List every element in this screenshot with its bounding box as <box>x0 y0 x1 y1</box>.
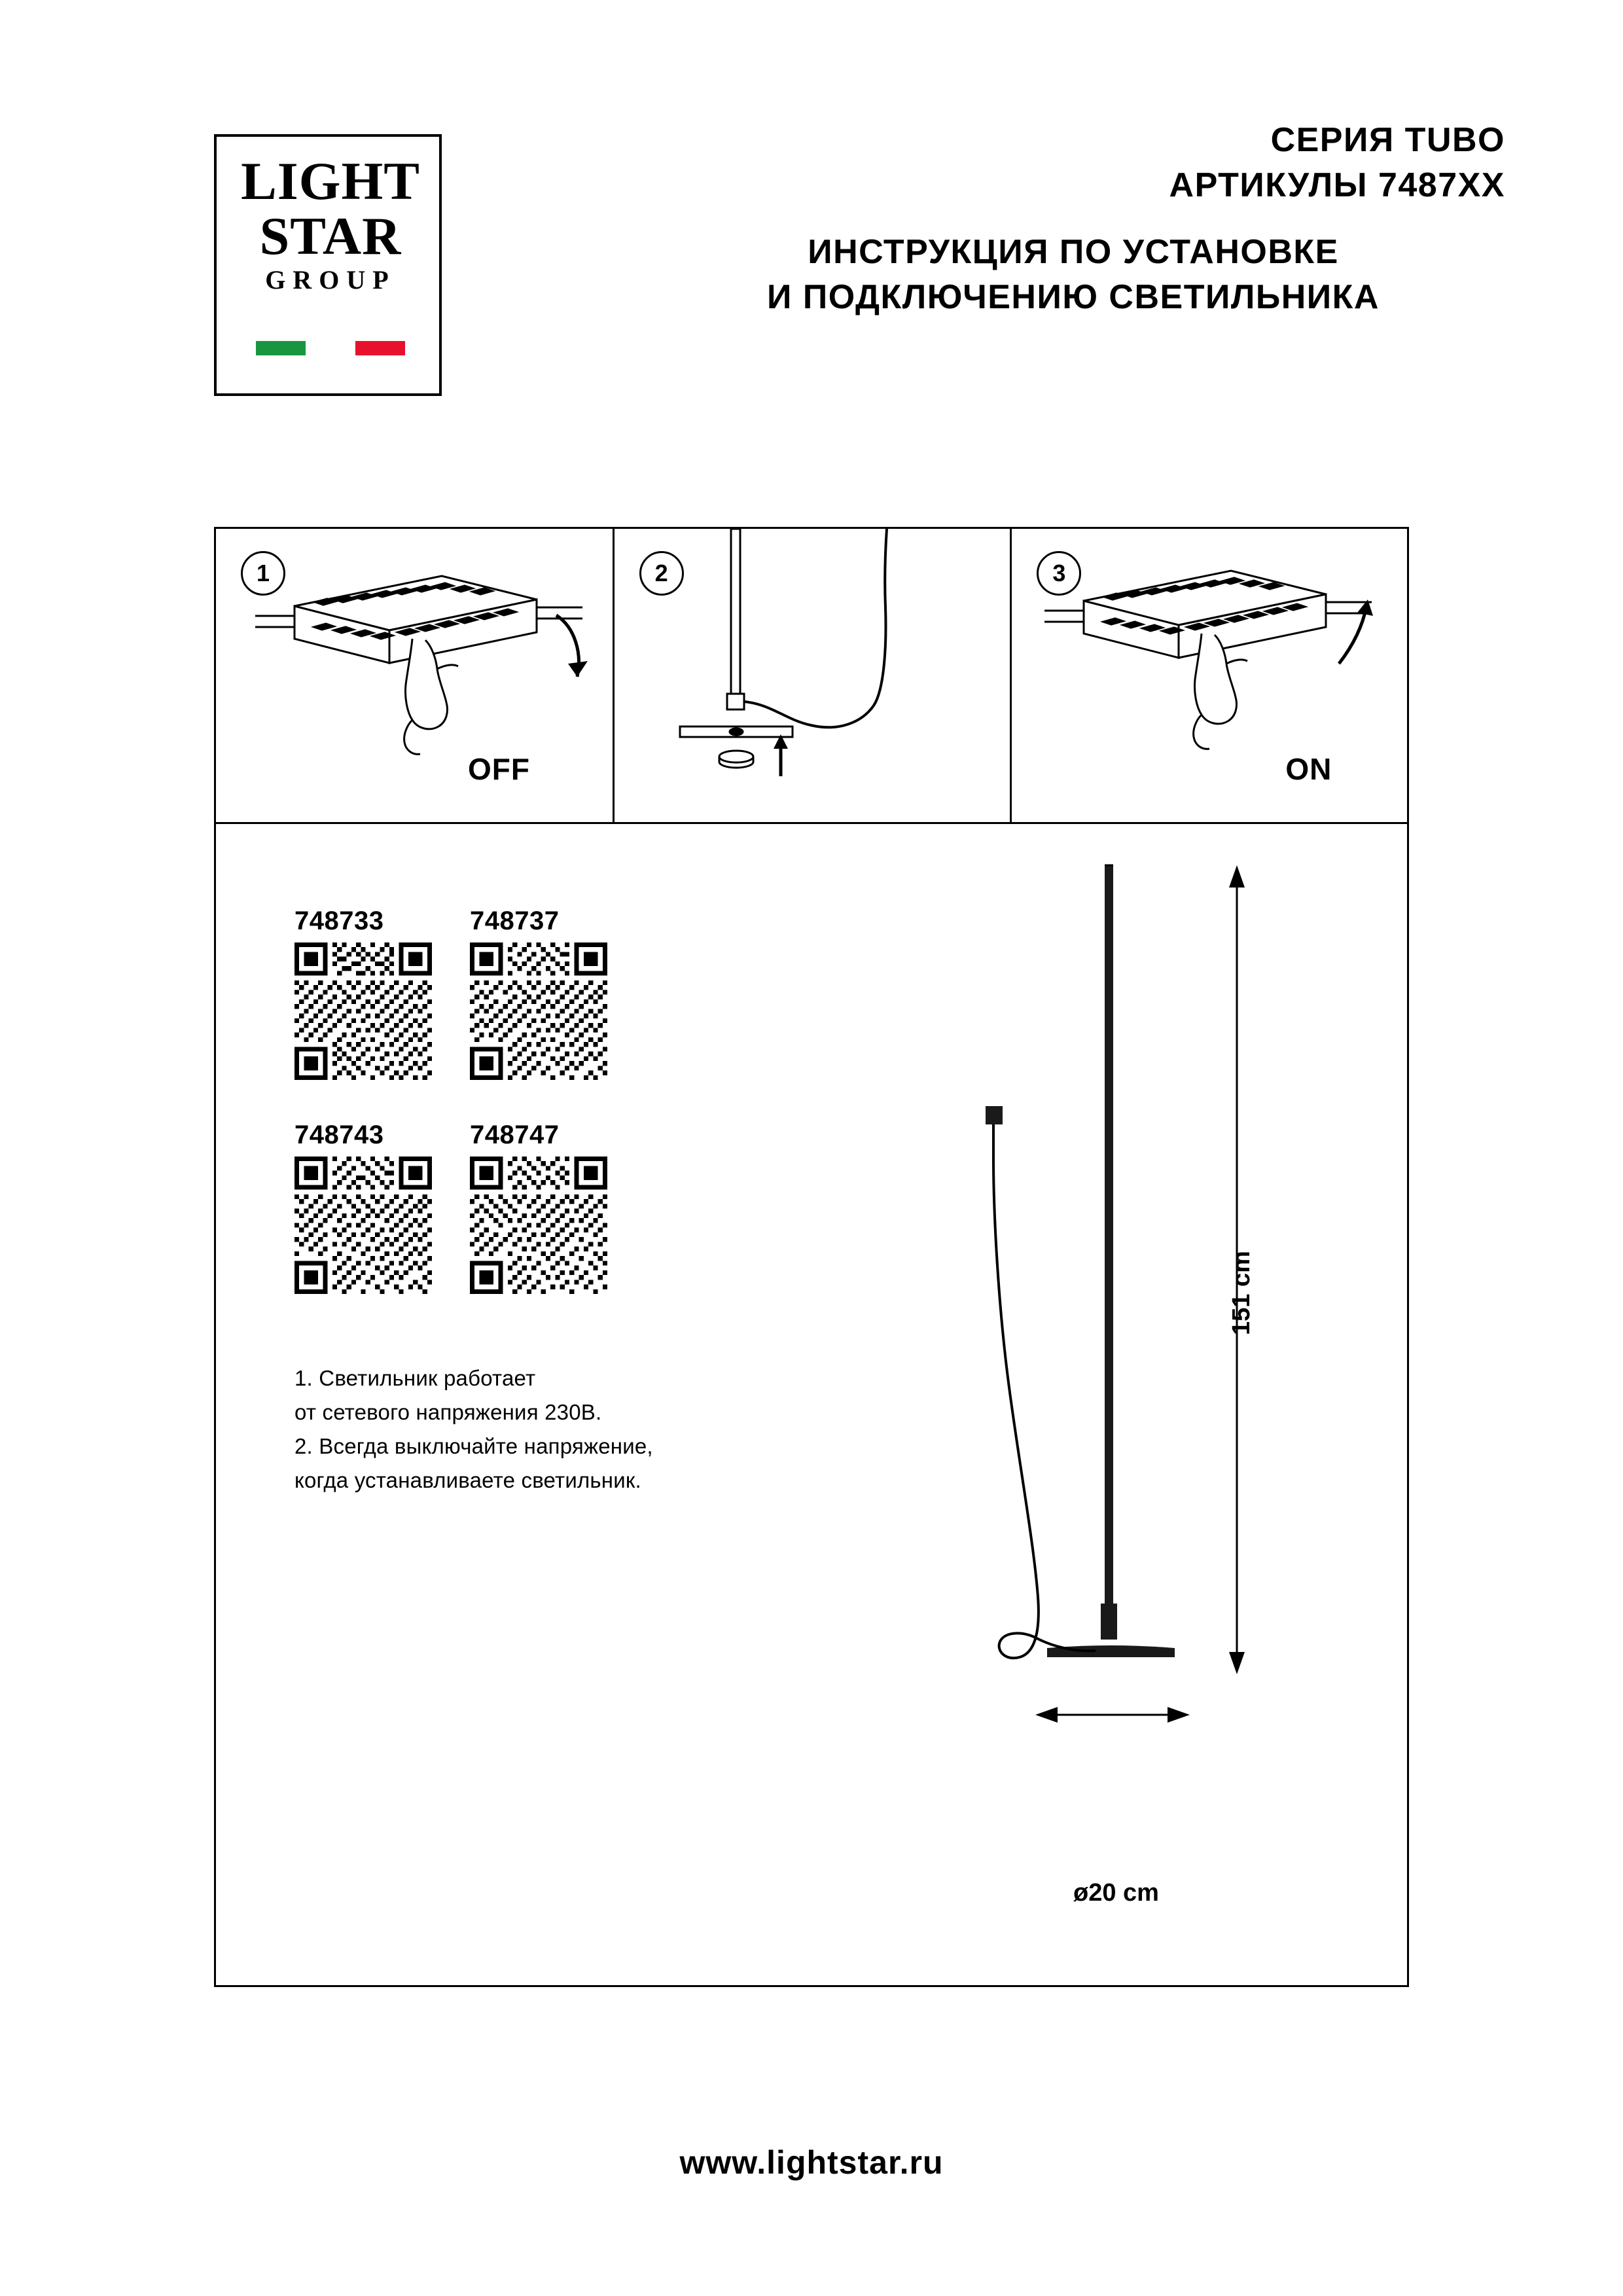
logo-wordmark <box>217 151 444 295</box>
brand-logo <box>214 134 442 396</box>
italian-flag-icon <box>256 341 405 355</box>
logo-line-3: GROUP <box>265 265 396 295</box>
qr-item-748737 <box>470 906 607 1080</box>
qr-item-748733 <box>294 906 432 1080</box>
instruction-title-line-1: ИНСТРУКЦИЯ ПО УСТАНОВКЕ <box>808 233 1339 272</box>
step-1 <box>216 529 615 822</box>
footer-website[interactable]: www.lightstar.ru <box>679 2144 944 2181</box>
step-3-number: 3 <box>1037 551 1081 596</box>
qr-code-748737[interactable] <box>470 942 607 1080</box>
installation-steps <box>214 527 1409 824</box>
series-title: СЕРИЯ TUBO <box>1270 121 1505 159</box>
note-line-1: 1. Светильник работает <box>294 1366 536 1390</box>
note-line-4: когда устанавливаете светильник. <box>294 1468 641 1493</box>
qr-label-748733: 748733 <box>294 906 384 935</box>
qr-code-748743[interactable] <box>294 1157 432 1294</box>
safety-notes <box>294 1361 653 1498</box>
step-3 <box>1012 529 1407 822</box>
product-dimension-drawing <box>818 851 1342 1898</box>
note-line-2: от сетевого напряжения 230В. <box>294 1400 602 1425</box>
step-1-number: 1 <box>241 551 285 596</box>
diameter-dimension-label: ø20 cm <box>1073 1879 1159 1907</box>
step-2-number: 2 <box>639 551 684 596</box>
height-dimension-label: 151 cm <box>1228 1251 1255 1335</box>
qr-label-748747: 748747 <box>470 1121 560 1149</box>
logo-line-1: LIGHT <box>241 151 420 211</box>
step-3-label: ON <box>1285 752 1332 786</box>
qr-item-748743 <box>294 1121 432 1294</box>
article-numbers: АРТИКУЛЫ 7487XX <box>1169 166 1505 204</box>
qr-code-748733[interactable] <box>294 942 432 1080</box>
step-2-illustration <box>615 529 1012 826</box>
qr-code-748747[interactable] <box>470 1157 607 1294</box>
note-line-3: 2. Всегда выключайте напряжение, <box>294 1434 653 1459</box>
qr-label-748743: 748743 <box>294 1121 384 1149</box>
title-block <box>654 118 1505 320</box>
step-3-illustration <box>1012 529 1407 826</box>
qr-item-748747 <box>470 1121 607 1294</box>
step-1-label: OFF <box>468 752 530 786</box>
page-header <box>0 0 1623 458</box>
step-2 <box>615 529 1012 822</box>
step-1-illustration <box>216 529 615 826</box>
logo-line-2: STAR <box>259 206 402 266</box>
instruction-title-line-2: И ПОДКЛЮЧЕНИЮ СВЕТИЛЬНИКА <box>767 278 1380 316</box>
qr-label-748737: 748737 <box>470 906 560 935</box>
